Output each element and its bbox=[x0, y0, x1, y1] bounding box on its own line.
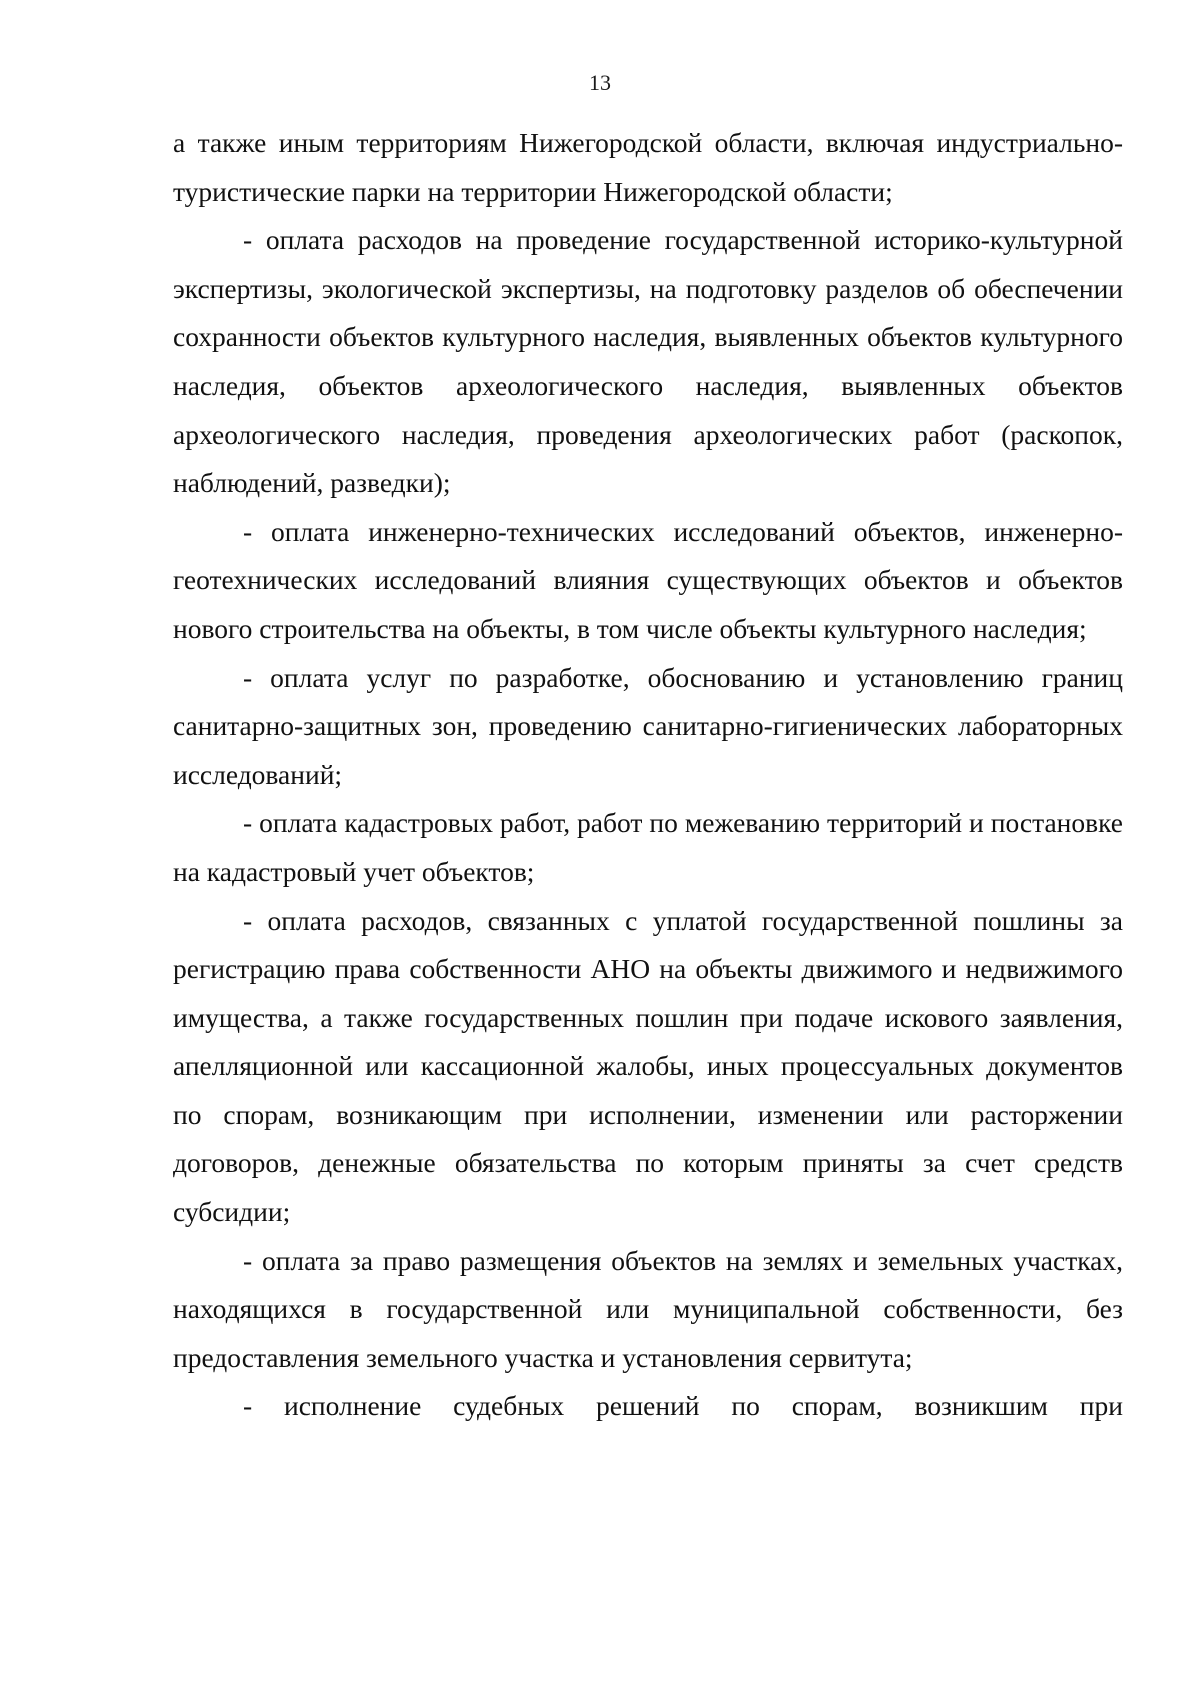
paragraph-cadastral-works: - оплата кадастровых работ, работ по межеванию территорий и постановке на кадастровый учет объектов; bbox=[173, 807, 1123, 887]
paragraph-territories-continuation: а также иным территориям Нижегородской области, включая индустриально-туристические парки на территории Нижегородской области; bbox=[173, 127, 1123, 207]
page-number: 13 bbox=[589, 70, 611, 95]
document-body bbox=[173, 119, 1123, 1431]
paragraph-court-decisions: - исполнение судебных решений по спорам, возникшим при bbox=[243, 1390, 1123, 1422]
paragraph-state-duty: - оплата расходов, связанных с уплатой государственной пошлины за регистрацию права собственности АНО на объекты движимого и недвижимого имущества, а также государственных пошлин при подаче искового заявления, апелляционной или кассационной жалобы, иных процессуальных документов по спорам, возникающим при исполнении, изменении или расторжении договоров, денежные обязательства по которым приняты за счет средств субсидии; bbox=[173, 904, 1123, 1228]
paragraph-engineering-research: - оплата инженерно-технических исследований объектов, инженерно-геотехнических исследований влияния существующих объектов и объектов нового строительства на объекты, в том числе объекты культурного наследия; bbox=[173, 515, 1123, 644]
paragraph-land-use-fee: - оплата за право размещения объектов на землях и земельных участках, находящихся в государственной или муниципальной собственности, без предоставления земельного участка и установления сервитута; bbox=[173, 1244, 1123, 1373]
paragraph-cultural-expertise: - оплата расходов на проведение государственной историко-культурной экспертизы, экологической экспертизы, на подготовку разделов об обеспечении сохранности объектов культурного наследия, выявленных объектов культурного наследия, объектов археологического наследия, выявленных объектов археологического наследия, проведения археологических работ (раскопок, наблюдений, разведки); bbox=[173, 224, 1123, 499]
paragraph-sanitary-zones: - оплата услуг по разработке, обоснованию и установлению границ санитарно-защитных зон, проведению санитарно-гигиенических лабораторных исследований; bbox=[173, 661, 1123, 790]
